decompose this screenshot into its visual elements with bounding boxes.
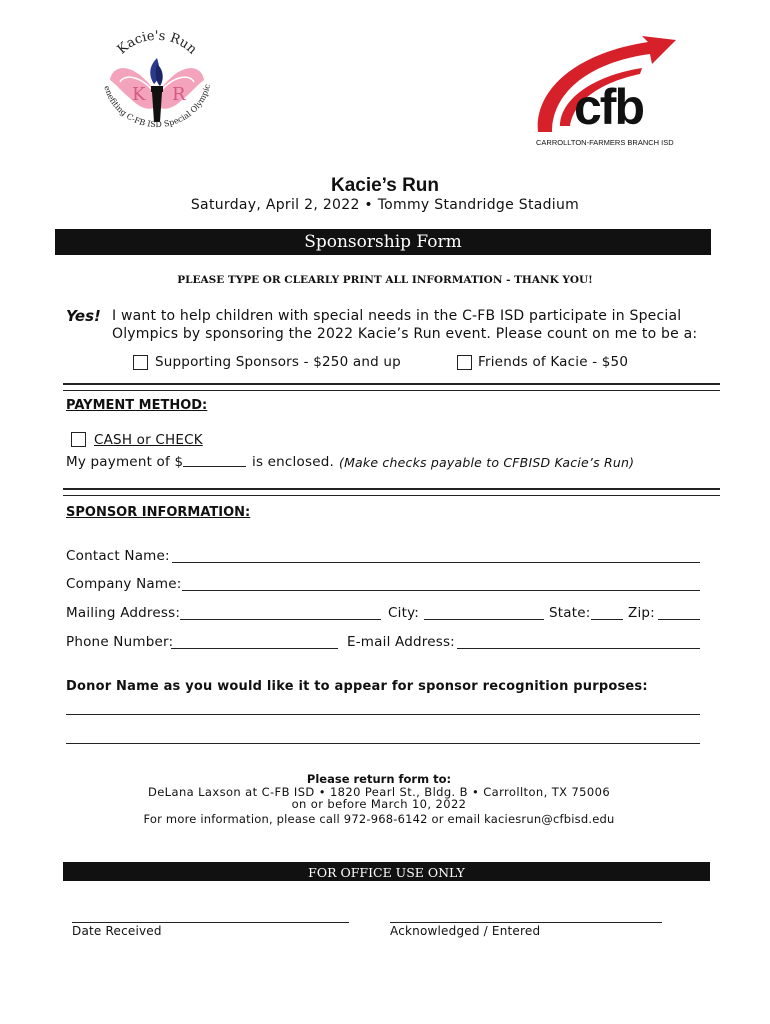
divider-1	[63, 383, 720, 391]
event-subtitle: Saturday, April 2, 2022 • Tommy Standridge Stadium	[190, 197, 580, 213]
office-use-bar	[63, 862, 710, 881]
state-field[interactable]	[591, 619, 623, 620]
kacies-run-logo	[92, 30, 222, 150]
donor-name-line-1[interactable]	[66, 714, 700, 715]
date-received-field[interactable]	[72, 922, 349, 923]
more-info: For more information, please call 972-968-6142 or email kaciesrun@cfbisd.edu	[143, 812, 615, 826]
cfb-logo	[530, 34, 680, 154]
donor-name-label: Donor Name as you would like it to appear for sponsor recognition purposes:	[66, 679, 648, 694]
payment-note: (Make checks payable to CFBISD Kacie’s Run)	[339, 455, 635, 470]
svg-text:R: R	[172, 84, 186, 105]
cash-or-check-label: CASH or CHECK	[94, 432, 203, 448]
sponsor-info-heading: SPONSOR INFORMATION:	[66, 505, 251, 520]
payment-method-heading: PAYMENT METHOD:	[66, 398, 208, 413]
supporting-sponsor-checkbox[interactable]	[133, 355, 148, 370]
contact-name-label: Contact Name:	[66, 548, 170, 564]
return-heading: Please return form to:	[306, 772, 452, 786]
company-name-field[interactable]	[182, 590, 700, 591]
intro-line-2: Olympics by sponsoring the 2022 Kacie’s Run event. Please count on me to be a:	[112, 326, 698, 342]
state-label: State:	[549, 605, 591, 621]
page-title: Kacie’s Run	[330, 175, 440, 196]
payment-amount-field[interactable]	[183, 466, 246, 467]
phone-number-field[interactable]	[171, 648, 338, 649]
print-instruction: PLEASE TYPE OR CLEARLY PRINT ALL INFORMATION - THANK YOU!	[177, 274, 593, 286]
friends-of-kacie-checkbox[interactable]	[457, 355, 472, 370]
cash-or-check-checkbox[interactable]	[71, 432, 86, 447]
office-use-label: FOR OFFICE USE ONLY	[308, 865, 465, 880]
mailing-address-label: Mailing Address:	[66, 605, 181, 621]
divider-2	[63, 488, 720, 496]
yes-label: Yes!	[66, 307, 101, 325]
return-deadline: on or before March 10, 2022	[291, 797, 467, 811]
company-name-label: Company Name:	[66, 576, 182, 592]
svg-text:Kacie's Run: Kacie's Run	[114, 30, 200, 58]
city-label: City:	[388, 605, 420, 621]
kacies-run-logo-graphic	[92, 30, 222, 150]
city-field[interactable]	[424, 619, 544, 620]
email-address-field[interactable]	[457, 648, 700, 649]
payment-amount-prefix: My payment of $	[66, 454, 184, 470]
email-address-label: E-mail Address:	[347, 634, 455, 650]
sponsorship-form-label: Sponsorship Form	[304, 232, 462, 252]
cfb-subtitle: CARROLLTON-FARMERS BRANCH ISD	[536, 138, 674, 147]
sponsorship-form-bar	[55, 229, 711, 255]
zip-field[interactable]	[658, 619, 700, 620]
friends-of-kacie-label: Friends of Kacie - $50	[478, 354, 629, 370]
contact-name-field[interactable]	[172, 562, 700, 563]
donor-name-line-2[interactable]	[66, 743, 700, 744]
acknowledged-field[interactable]	[390, 922, 662, 923]
payment-amount-suffix: is enclosed.	[252, 454, 334, 470]
intro-line-1: I want to help children with special needs in the C-FB ISD participate in Special	[112, 308, 682, 324]
svg-text:K: K	[132, 84, 146, 105]
acknowledged-label: Acknowledged / Entered	[390, 924, 541, 938]
mailing-address-field[interactable]	[180, 619, 381, 620]
zip-label: Zip:	[628, 605, 655, 621]
date-received-label: Date Received	[72, 924, 162, 938]
return-address: DeLana Laxson at C-FB ISD • 1820 Pearl St., Bldg. B • Carrollton, TX 75006	[147, 785, 611, 799]
phone-number-label: Phone Number:	[66, 634, 174, 650]
svg-text:Benefiting C-FB ISD Special Ol: Benefiting C-FB ISD Special Olympic	[102, 83, 213, 130]
supporting-sponsor-label: Supporting Sponsors - $250 and up	[155, 354, 401, 370]
cfb-wordmark: cfb	[574, 79, 643, 135]
